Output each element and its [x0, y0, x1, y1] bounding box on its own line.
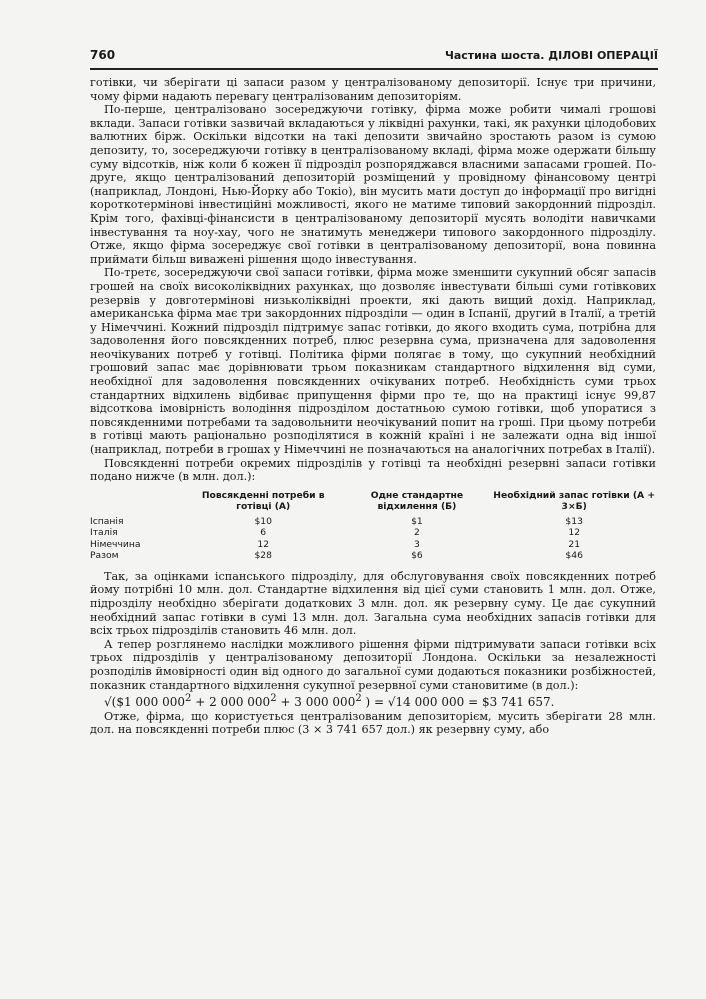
- table-cell: 6: [260, 527, 267, 539]
- paragraph-6: А тепер розглянемо наслідки можливого рішення фірми підтримувати запаси готівки всіх трьох підрозділів у централізованому депозиторії Лондона. Оскільки за незалежності розподілів ймовірності один від одного до загальної суми додаються показники розбіжностей, показник стандартного відхилення сукупної резервної суми становитиме (в дол.):: [90, 637, 656, 692]
- paragraph-3: По-третє, зосереджуючи свої запаси готівки, фірма може зменшити сукупний обсяг запасів грошей на своїх високоліквідних рахунках, що дозволяє інвестувати більші суми готівкових резервів у довготермінові низьколіквідні проекти, які дають вищий дохід. Наприклад, американська фірма має три закордонних підрозділи — один в Іспанії, другий в Італії, а третій у Німеччині. Кожний підрозділ підтримує запас готівки, до якого входить сума, потрібна для задоволення його повсякденних потреб, плюс резервна сума, призначена для задоволення неочікуваних потреб у готівці. Політика фірми полягає в тому, що сукупний необхідний грошовий запас має дорівнювати трьом показникам стандартного відхилення від суми, необхідної для задоволення повсякденних очікуваних потреб. Необхідність суми трьох стандартних відхилень відбиває припущення фірми про те, що на практиці існує 99,87 відсоткова імовірність володіння підрозділом достатньою сумою готівки, щоб упоратися з повсякденними потребами та задовольнити неочікуваний попит на гроші. При цьому потреби в готівці мають раціонально розподілятися в кожній країні і не залежати одна від іншої (наприклад, потреби в грошах у Німеччині не позначаються на аналогічних потребах в Італії).: [90, 266, 656, 457]
- paragraph-1: готівки, чи зберігати ці запаси разом у централізованому депозиторії. Існує три причини, чому фірми надають перевагу централізованим депозиторіям.: [90, 76, 656, 103]
- page-number: 760: [90, 48, 116, 62]
- table-header-cell: [90, 490, 185, 516]
- table-cell: Німеччина: [90, 538, 141, 550]
- formula-term-3: 3 000 000: [294, 695, 356, 710]
- table-header-cell: Одне стандартне відхилення (Б): [370, 489, 464, 513]
- table-header-row: [90, 490, 656, 516]
- paragraph-2: По-перше, централізовано зосереджуючи готівку, фірма може робити чималі грошові вклади. Запаси готівки зазвичай вкладаються у ліквідні рахунки, такі, як рахунки цілодобових валютних бірж. Оскільки відсотки на такі депозити звичайно зростають разом із сумою депозиту, то, зосереджуючи готівку в централізованому вкладі, фірма може одержати більшу суму відсотків, ніж коли б кожен її підрозділ розпоряджався власними запасами грошей. По-друге, якщо централізований депозиторій розміщений у провідному фінансовому центрі (наприклад, Лондоні, Нью-Йорку або Токіо), він мусить мати доступ до інформації про вигідні короткотермінові інвестиційні можливості, якого не матиме типовий закордонний підрозділ. Крім того, фахівці-фінансисти в централізованому депозиторії мусять володіти навичками інвестування та ноу-хау, чого не знатимуть менеджери типового закордонного підрозділу. Отже, якщо фірма зосереджує свої готівки в централізованому депозиторії, вона повинна приймати більш виважені рішення щодо інвестування.: [90, 103, 656, 266]
- paragraph-4: Повсякденні потреби окремих підрозділів у готівці та необхідні резервні запаси готівки подано нижче (в млн. дол.):: [90, 456, 656, 484]
- table-row: [90, 539, 656, 551]
- cash-requirements-table: [90, 490, 656, 562]
- running-title: Частина шоста. ДІЛОВІ ОПЕРАЦІЇ: [444, 49, 658, 62]
- paragraph-5: Так, за оцінками іспанського підрозділу, для обслуговування своїх повсякденних потреб йому потрібні 10 млн. дол. Стандартне відхилення від цієї суми становить 1 млн. дол. Отже, підрозділу необхідно зберігати додаткових 3 млн. дол. як резервну суму. Це дає сукупний необхідний запас готівки в сумі 13 млн. дол. Загальна сума необхідних запасів готівки для всіх трьох підрозділів становить 46 млн. дол.: [90, 569, 656, 638]
- table-row: [90, 550, 656, 562]
- formula-exponent: 2: [355, 693, 362, 705]
- table-header-cell: Повсякденні потреби в готівці (А): [201, 489, 325, 513]
- body-text: [90, 76, 656, 737]
- table-cell: $1: [411, 515, 423, 527]
- table-cell: $46: [565, 550, 583, 562]
- formula-term-1: $1 000 000: [116, 695, 186, 710]
- table-cell: 21: [568, 538, 581, 550]
- table-cell: 12: [568, 527, 581, 539]
- table-cell: $10: [254, 515, 272, 527]
- formula-root-close: ): [361, 695, 371, 710]
- formula-plus: +: [276, 695, 295, 710]
- formula-exponent: 2: [185, 693, 192, 705]
- formula-exponent: 2: [270, 693, 277, 705]
- table-cell: Італія: [90, 527, 118, 539]
- formula-plus: +: [191, 695, 210, 710]
- table-cell: $28: [254, 550, 272, 562]
- formula-root-2: √14 000 000: [387, 695, 465, 710]
- table-cell: 3: [413, 538, 420, 550]
- page-header: [90, 46, 658, 70]
- std-dev-formula: [90, 692, 656, 710]
- table-cell: $13: [565, 515, 583, 527]
- formula-term-2: 2 000 000: [209, 695, 271, 710]
- formula-root-open: √(: [104, 695, 117, 710]
- formula-equals: =: [464, 695, 482, 710]
- table-cell: Іспанія: [90, 515, 124, 527]
- table-cell: 12: [257, 538, 270, 550]
- table-cell: 2: [413, 527, 420, 539]
- formula-equals: =: [370, 695, 388, 710]
- table-cell: $6: [411, 550, 423, 562]
- table-row: [90, 527, 656, 539]
- table-cell: Разом: [90, 550, 119, 562]
- table-header-cell: Необхідний запас готівки (А + 3×Б): [493, 489, 656, 513]
- table-row: [90, 516, 656, 528]
- paragraph-7: Отже, фірма, що користується централізованим депозиторієм, мусить зберігати 28 млн. дол. на повсякденні потреби плюс (3 × 3 741 657 дол.) як резервну суму, або: [90, 709, 656, 737]
- formula-result: $3 741 657.: [481, 695, 555, 710]
